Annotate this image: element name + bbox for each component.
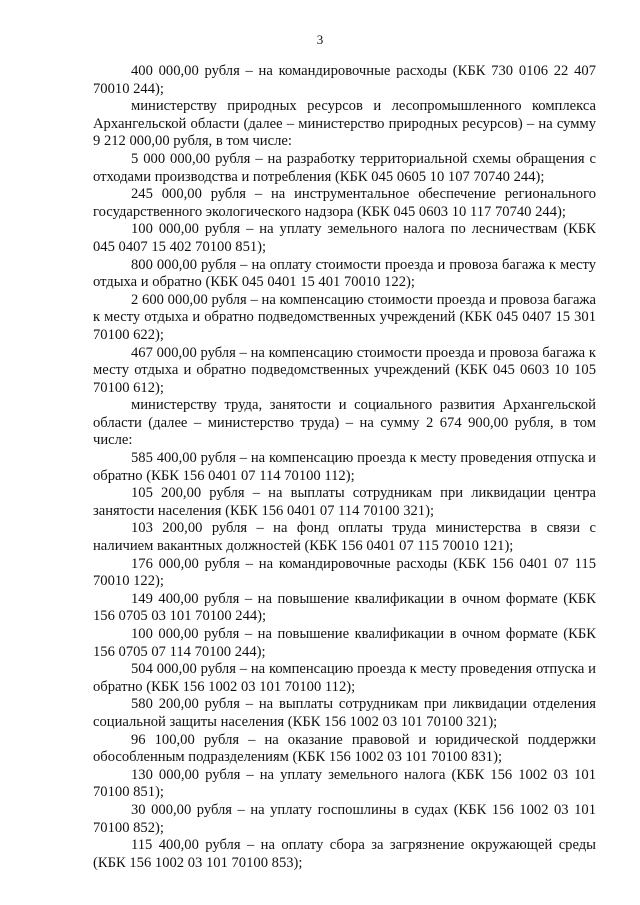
paragraph: 105 200,00 рубля – на выплаты сотрудникам при ликвидации центра занятости населения (КБК 156 0401 07 114 70100 321); [93, 485, 596, 519]
paragraph: 30 000,00 рубля – на уплату госпошлины в судах (КБК 156 1002 03 101 70100 852); [93, 801, 596, 836]
paragraph: 245 000,00 рубля – на инструментальное обеспечение регионального государственного экологического надзора (КБК 045 0603 10 117 70740 244); [93, 186, 596, 220]
paragraph: 176 000,00 рубля – на командировочные расходы (КБК 156 0401 07 115 70010 122); [93, 555, 596, 590]
paragraph: 5 000 000,00 рубля – на разработку территориальной схемы обращения с отходами производства и потребления (КБК 045 0605 10 107 70740 244); [93, 150, 596, 185]
paragraph: 96 100,00 рубля – на оказание правовой и юридической поддержки обособленным подразделениям (КБК 156 1002 03 101 70100 831); [93, 731, 596, 766]
paragraph: 130 000,00 рубля – на уплату земельного налога (КБК 156 1002 03 101 70100 851); [93, 766, 596, 801]
paragraph: министерству труда, занятости и социального развития Архангельской области (далее – министерство труда) – на сумму 2 674 900,00 рубля, в том числе: [93, 397, 596, 449]
paragraph: 2 600 000,00 рубля – на компенсацию стоимости проезда и провоза багажа к месту отдыха и обратно подведомственных учреждений (КБК 045 0407 15 301 70100 622); [93, 291, 596, 343]
paragraph: министерству природных ресурсов и лесопромышленного комплекса Архангельской области (далее – министерство природных ресурсов) – на сумму 9 212 000,00 рубля, в том числе: [93, 98, 596, 150]
paragraph: 115 400,00 рубля – на оплату сбора за загрязнение окружающей среды (КБК 156 1002 03 101 70100 853); [93, 837, 596, 871]
paragraph: 100 000,00 рубля – на уплату земельного налога по лесничествам (КБК 045 0407 15 402 70100 851); [93, 221, 596, 255]
paragraph: 504 000,00 рубля – на компенсацию проезда к месту проведения отпуска и обратно (КБК 156 1002 03 101 70100 112); [93, 661, 596, 695]
paragraph: 585 400,00 рубля – на компенсацию проезда к месту проведения отпуска и обратно (КБК 156 0401 07 114 70100 112); [93, 450, 596, 484]
paragraph: 103 200,00 рубля – на фонд оплаты труда министерства в связи с наличием вакантных должностей (КБК 156 0401 07 115 70010 121); [93, 520, 596, 555]
paragraph: 800 000,00 рубля – на оплату стоимости проезда и провоза багажа к месту отдыха и обратно (КБК 045 0401 15 401 70010 122); [93, 256, 596, 291]
document-body [93, 63, 596, 872]
paragraph: 400 000,00 рубля – на командировочные расходы (КБК 730 0106 22 407 70010 244); [93, 63, 596, 97]
paragraph: 467 000,00 рубля – на компенсацию стоимости проезда и провоза багажа к месту отдыха и обратно подведомственных учреждений (КБК 045 0603 10 105 70100 612); [93, 344, 596, 396]
page-number: 3 [316, 32, 324, 47]
paragraph: 149 400,00 рубля – на повышение квалификации в очном формате (КБК 156 0705 03 101 70100 244); [93, 590, 596, 625]
paragraph: 580 200,00 рубля – на выплаты сотрудникам при ликвидации отделения социальной защиты населения (КБК 156 1002 03 101 70100 321); [93, 696, 596, 730]
paragraph: 100 000,00 рубля – на повышение квалификации в очном формате (КБК 156 0705 07 114 70100 244); [93, 626, 596, 660]
